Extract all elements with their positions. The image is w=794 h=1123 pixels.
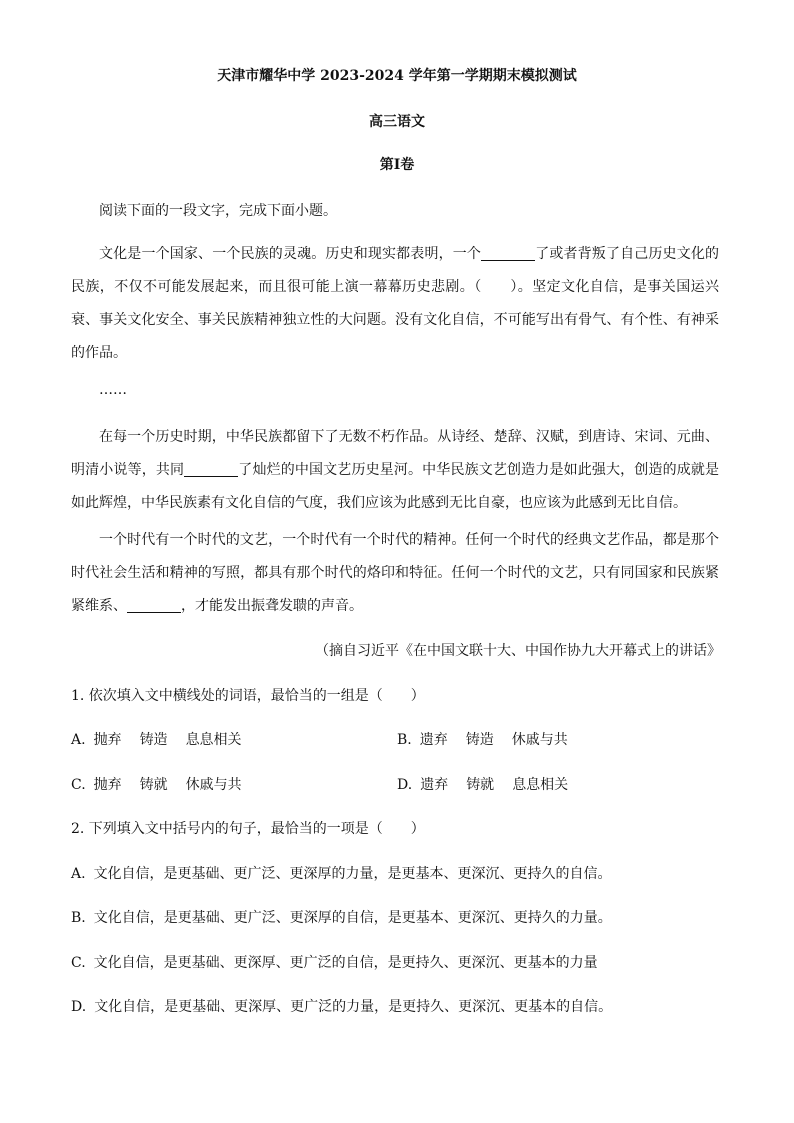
option-text: 文化自信，是更基础、更深厚、更广泛的力量，是更持久、更深沉、更基本的自信。 <box>94 999 613 1015</box>
option-word: 抛弃 <box>93 777 122 793</box>
answer-blank-3 <box>127 598 181 613</box>
option-word: 铸造 <box>465 732 494 748</box>
option-word: 遗弃 <box>419 732 448 748</box>
answer-blank-1 <box>481 246 535 261</box>
option-letter: C. <box>71 955 86 971</box>
option-letter: C. <box>71 777 86 793</box>
option-word: 息息相关 <box>512 777 569 793</box>
question-1-stem: 1. 依次填入文中横线处的词语，最恰当的一组是（ ） <box>71 688 425 704</box>
question-2-option-a[interactable] <box>71 864 612 884</box>
option-letter: D. <box>397 777 413 793</box>
passage-instruction: 阅读下面的一段文字，完成下面小题。 <box>99 203 337 219</box>
option-word: 休戚与共 <box>185 777 242 793</box>
option-word: 铸就 <box>466 777 495 793</box>
question-1-option-d[interactable] <box>397 775 568 795</box>
passage-ellipsis: …… <box>99 382 127 398</box>
question-2-option-c[interactable] <box>71 953 598 973</box>
option-letter: A. <box>71 732 86 748</box>
option-text: 文化自信，是更基础、更广泛、更深厚的自信，是更基本、更深沉、更持久的力量。 <box>93 910 612 926</box>
p2-text-b: 了灿烂的中国文艺历史星河。中华民族文艺创造力是如此强大，创造的成就是如此辉煌，中华民族素有文化自信的气度，我们应该为此感到无比自豪，也应该为此感到无比自信。 <box>71 462 720 511</box>
passage-paragraph-1 <box>71 238 719 370</box>
question-2-option-d[interactable] <box>71 997 612 1017</box>
subject-title: 高三语文 <box>369 114 425 130</box>
option-letter: D. <box>71 999 87 1015</box>
p1-text-a: 文化是一个国家、一个民族的灵魂。历史和现实都表明，一个 <box>99 246 482 262</box>
option-word: 铸造 <box>139 732 168 748</box>
question-1-option-b[interactable] <box>397 730 568 750</box>
option-word: 遗弃 <box>420 777 449 793</box>
option-text: 文化自信，是更基础、更广泛、更深厚的力量，是更基本、更深沉、更持久的自信。 <box>93 866 612 882</box>
p3-text-a: 一个时代有一个时代的文艺，一个时代有一个时代的精神。任何一个时代的经典文艺作品，都是那个时代社会生活和精神的写照，都具有那个时代的烙印和特征。任何一个时代的文艺，只有同国家和民族紧紧维系、 <box>71 532 719 614</box>
question-2-option-b[interactable] <box>71 908 612 928</box>
option-word: 休戚与共 <box>511 732 568 748</box>
option-letter: B. <box>71 910 86 926</box>
passage-source: （摘自习近平《在中国文联十大、中国作协九大开幕式上的讲话》 <box>315 643 721 659</box>
question-2-stem: 2. 下列填入文中括号内的句子，最恰当的一项是（ ） <box>71 821 425 837</box>
option-letter: A. <box>71 866 86 882</box>
option-text: 文化自信，是更基础、更深厚、更广泛的自信，是更持久、更深沉、更基本的力量 <box>93 955 598 971</box>
passage-paragraph-2 <box>71 421 719 520</box>
option-letter: B. <box>397 732 412 748</box>
option-word: 息息相关 <box>185 732 242 748</box>
option-word: 铸就 <box>139 777 168 793</box>
exam-title: 天津市耀华中学 2023-2024 学年第一学期期末模拟测试 <box>217 68 577 84</box>
p1-text-b: 了或者背叛了自己历史文化的民族，不仅不可能发展起来，而且很可能上演一幕幕历史悲剧。（ ）。坚定文化自信，是事关国运兴衰、事关文化安全、事关民族精神独立性的大问题。没有文化自信，不可能写出有骨气、有个性、有神采的作品。 <box>71 246 720 361</box>
question-1-option-a[interactable] <box>71 730 242 750</box>
volume-title: 第Ⅰ卷 <box>379 157 415 173</box>
question-1-option-c[interactable] <box>71 775 242 795</box>
passage-paragraph-3 <box>71 524 719 623</box>
option-word: 抛弃 <box>93 732 122 748</box>
p3-text-b: ，才能发出振聋发聩的声音。 <box>181 598 363 614</box>
answer-blank-2 <box>184 462 238 477</box>
p2-text-a: 在每一个历史时期，中华民族都留下了无数不朽作品。从诗经、楚辞、汉赋，到唐诗、宋词、元曲、明清小说等，共同 <box>71 429 719 478</box>
